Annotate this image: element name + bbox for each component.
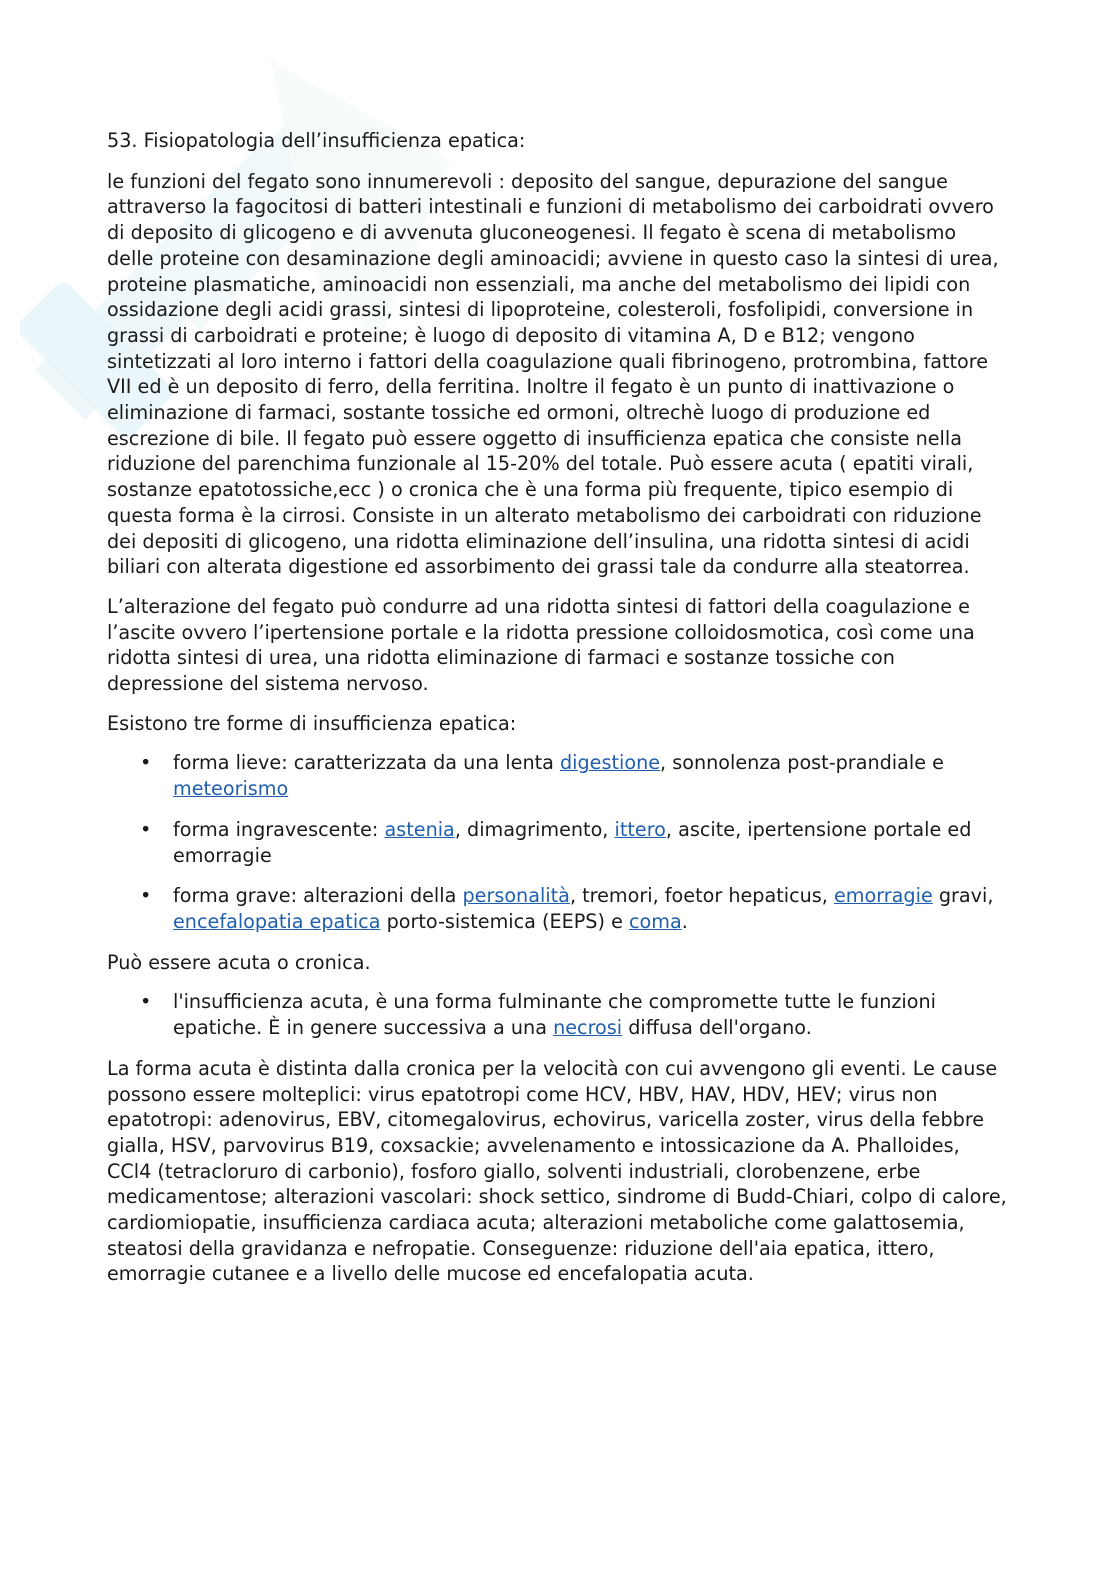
link-encefalopatia-epatica[interactable]: encefalopatia epatica	[173, 909, 381, 933]
severe-text-1: forma grave: alterazioni della	[173, 884, 463, 908]
mild-text-2: , sonnolenza post-prandiale e	[660, 751, 944, 775]
list-item-mild-form	[173, 750, 1007, 801]
section-title: 53. Fisiopatologia dell’insufficienza epatica:	[107, 129, 526, 152]
worsening-text-3: , ascite, ipertensione portale ed emorragie	[173, 817, 972, 867]
acute-list	[107, 989, 1007, 1040]
link-coma[interactable]: coma	[628, 909, 682, 933]
severe-text-3: gravi,	[932, 884, 994, 908]
paragraph-liver-functions: le funzioni del fegato sono innumerevoli : deposito del sangue, depurazione del sangue attraverso la fagocitosi di batteri intestinali e funzioni di metabolismo dei carboidrati ovvero di deposito di glicogeno e di avvenuta gluconeogenesi. Il fegato è scena di metabolismo delle proteine con desaminazione degli aminoacidi; avviene in questo caso la sintesi di urea, proteine plasmatiche, aminoacidi non essenziali, ma anche del metabolismo dei lipidi con ossidazione degli acidi grassi, sintesi di lipoproteine, colesteroli, fosfolipidi, conversione in grassi di carboidrati e proteine; è luogo di deposito di vitamina A, D e B12; vengono sintetizzati al loro interno i fattori della coagulazione quali fibrinogeno, protrombina, fattore VII ed è un deposito di ferro, della ferritina. Inoltre il fegato è un punto di inattivazione o eliminazione di farmaci, sostante tossiche ed ormoni, oltrechè luogo di produzione ed escrezione di bile. Il fegato può essere oggetto di insufficienza epatica che consiste nella riduzione del parenchima funzionale al 15-20% del totale. Può essere acuta ( epatiti virali, sostanze epatotossiche,ecc ) o cronica che è una forma più frequente, tipico esempio di questa forma è la cirrosi. Consiste in un alterato metabolismo dei carboidrati con riduzione dei depositi di glicogeno, una ridotta eliminazione dell’insulina, una ridotta sintesi di acidi biliari con alterata digestione ed assorbimento dei grassi tale da condurre alla steatorrea.	[107, 169, 999, 579]
severe-text-4: porto-sistemica (EEPS) e	[380, 909, 629, 933]
list-item-worsening-form	[173, 817, 1007, 868]
link-emorragie[interactable]: emorragie	[834, 884, 933, 908]
link-personalita[interactable]: personalità	[462, 884, 570, 908]
mild-text-1: forma lieve: caratterizzata da una lenta	[173, 751, 560, 775]
acute-chronic-line: Può essere acuta o cronica.	[107, 950, 371, 974]
link-ittero[interactable]: ittero	[614, 817, 666, 841]
link-astenia[interactable]: astenia	[384, 817, 455, 841]
document-body	[107, 128, 1007, 1301]
worsening-text-2: , dimagrimento,	[454, 817, 615, 841]
acute-text-2: diffusa dell'organo.	[622, 1016, 812, 1040]
severe-text-2: , tremori, foetor hepaticus,	[569, 884, 834, 908]
paragraph-acute-causes: La forma acuta è distinta dalla cronica per la velocità con cui avvengono gli eventi. Le cause possono essere molteplici: virus epatotropi come HCV, HBV, HAV, HDV, HEV; virus non epatotropi: adenovirus, EBV, citomegalovirus, echovirus, varicella zoster, virus della febbre gialla, HSV, parvovirus B19, coxsackie; avvelenamento e intossicazione da A. Phalloides, CCl4 (tetracloruro di carbonio), fosforo giallo, solventi industriali, clorobenzene, erbe medicamentose; alterazioni vascolari: shock settico, sindrome di Budd-Chiari, colpo di calore, cardiomiopatie, insufficienza cardiaca acuta; alterazioni metaboliche come galattosemia, steatosi della gravidanza e nefropatie. Conseguenze: riduzione dell'aia epatica, ittero, emorragie cutanee e a livello delle mucose ed encefalopatia acuta.	[107, 1056, 1007, 1286]
forms-intro: Esistono tre forme di insufficienza epatica:	[107, 711, 517, 735]
link-digestione[interactable]: digestione	[559, 751, 661, 775]
worsening-text-1: forma ingravescente:	[173, 817, 385, 841]
link-necrosi[interactable]: necrosi	[553, 1016, 623, 1040]
paragraph-liver-alteration: L’alterazione del fegato può condurre ad una ridotta sintesi di fattori della coagulazione e l’ascite ovvero l’ipertensione portale e la ridotta pressione colloidosmotica, così come una ridotta sintesi di urea, una ridotta eliminazione di farmaci e sostanze tossiche con depressione del sistema nervoso.	[107, 594, 975, 696]
list-item-acute	[173, 989, 1007, 1040]
severe-text-5: .	[681, 909, 688, 933]
acute-text-1: l'insufficienza acuta, è una forma fulminante che compromette tutte le funzioni epatiche. È in genere successiva a una	[173, 990, 936, 1040]
forms-list	[107, 750, 1007, 934]
link-meteorismo[interactable]: meteorismo	[173, 777, 289, 801]
list-item-severe-form	[173, 883, 1007, 934]
